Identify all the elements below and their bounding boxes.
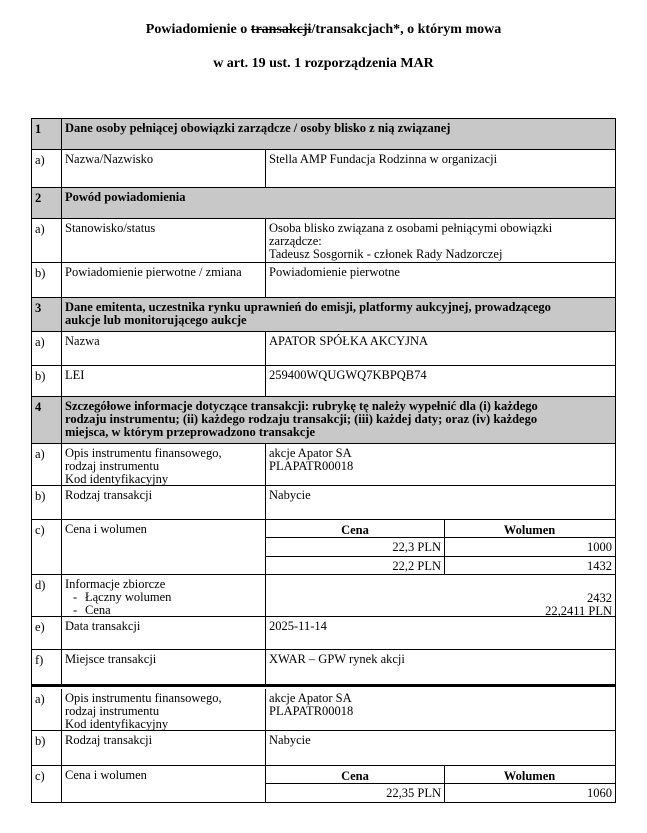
row-instrument: a) Opis instrumentu finansowego, rodzaj instrumentu Kod identyfikacyjny akcje Apator SA PLAPATR00018 (32, 444, 615, 486)
average-price: 22,2411 PLN (545, 604, 612, 618)
volume-cell: 1060 (587, 786, 612, 800)
row-date: e) Data transakcji 2025-11-14 (32, 617, 615, 650)
row-name: a) Nazwa/Nazwisko Stella AMP Fundacja Rodzinna w organizacji (32, 150, 615, 188)
row-price-volume: c) Cena i wolumen Cena Wolumen 22,3 PLN 1000 22,2 PLN 1432 (32, 520, 615, 575)
row-venue: f) Miejsce transakcji XWAR – GPW rynek akcji (32, 650, 615, 684)
row-price-volume: c) Cena i wolumen Cena Wolumen 22,35 PLN 1060 (32, 766, 615, 803)
row-lei: b) LEI 259400WQUGWQ7KBPQB74 (32, 366, 615, 397)
struck-word: transakcji (250, 22, 312, 37)
volume-cell: 1432 (587, 559, 612, 573)
price-header: Cena (341, 523, 369, 537)
row-position: a) Stanowisko/status Osoba blisko związana z osobami pełniącymi obowiązki zarządcze: Tadeusz Sosgornik - członek Rady Nadzorczej (32, 219, 615, 263)
section-4-header: 4 Szczegółowe informacje dotyczące transakcji: rubrykę tę należy wypełnić dla (i) każdego rodzaju instrumentu; (ii) każdego rodzaju transakcji; (iii) każdej daty; oraz (iv) każdego miejsca, w którym przeprowadzono transakcje (32, 397, 615, 444)
row-notification-type: b) Powiadomienie pierwotne / zmiana Powiadomienie pierwotne (32, 263, 615, 298)
block-separator (32, 684, 615, 687)
volume-header: Wolumen (503, 523, 556, 537)
price-header: Cena (341, 769, 369, 783)
price-cell: 22,3 PLN (392, 540, 441, 554)
section-3-header: 3 Dane emitenta, uczestnika rynku uprawnień do emisji, platformy aukcyjnej, prowadzącego aukcje lub monitorującego aukcje (32, 298, 615, 332)
volume-cell: 1000 (587, 540, 612, 554)
section-2-header: 2 Powód powiadomienia (32, 188, 615, 219)
row-issuer-name: a) Nazwa APATOR SPÓŁKA AKCYJNA (32, 332, 615, 366)
section-1-header: 1 Dane osoby pełniącej obowiązki zarządcze / osoby blisko z nią związanej (32, 119, 615, 150)
total-volume: 2432 (587, 591, 612, 605)
row-transaction-type: b) Rodzaj transakcji Nabycie (32, 486, 615, 520)
row-aggregated: d) Informacje zbiorcze - Łączny wolumen - Cena 2432 22,2411 PLN (32, 575, 615, 617)
price-cell: 22,2 PLN (392, 559, 441, 573)
row-transaction-type: b) Rodzaj transakcji Nabycie (32, 731, 615, 766)
row-instrument: a) Opis instrumentu finansowego, rodzaj instrumentu Kod identyfikacyjny akcje Apator SA PLAPATR00018 (32, 689, 615, 731)
notification-table (31, 118, 616, 803)
document-subtitle: w art. 19 ust. 1 rozporządzenia MAR (213, 56, 434, 71)
document-title: Powiadomienie o transakcji/transakcjach*, o którym mowa (145, 22, 502, 37)
price-cell: 22,35 PLN (386, 786, 441, 800)
volume-header: Wolumen (503, 769, 556, 783)
